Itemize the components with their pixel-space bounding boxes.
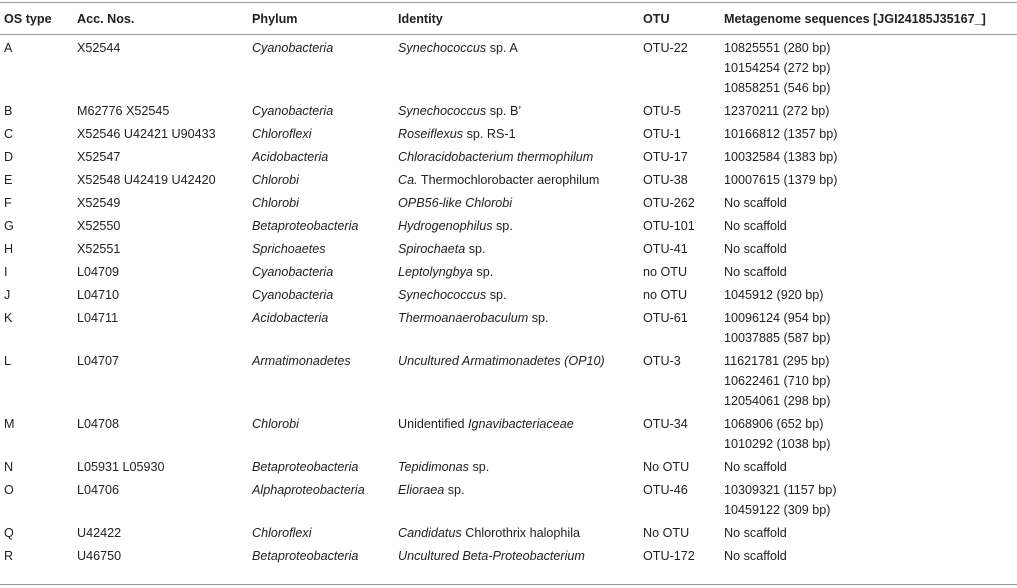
identity-segment: Uncultured Armatimonadetes (OP10): [398, 354, 605, 368]
identity-segment: sp. RS-1: [463, 127, 516, 141]
cell-identity: [398, 305, 643, 348]
table-row: [0, 477, 1017, 520]
metagenome-sequence: 10154254 (272 bp): [724, 61, 831, 75]
cell-phylum: Chloroflexi: [252, 127, 312, 141]
cell-identity: [398, 259, 643, 282]
metagenome-sequence: 1010292 (1038 bp): [724, 437, 831, 451]
cell-identity: [398, 35, 643, 98]
table-row: [0, 35, 1017, 98]
cell-otu: OTU-22: [643, 41, 688, 55]
table-row: [0, 259, 1017, 282]
cell-otu: OTU-17: [643, 150, 688, 164]
cell-phylum: Betaproteobacteria: [252, 549, 359, 563]
identity-segment: Thermoanaerobaculum: [398, 311, 529, 325]
metagenome-sequence: 11621781 (295 bp): [724, 354, 830, 368]
cell-identity: [398, 213, 643, 236]
metagenome-sequence: 1068906 (652 bp): [724, 417, 824, 431]
cell-acc-nos: L04710: [77, 288, 120, 302]
cell-phylum: Betaproteobacteria: [252, 460, 359, 474]
cell-acc-nos: L04708: [77, 417, 120, 431]
cell-acc-nos: U42422: [77, 526, 122, 540]
cell-phylum: Cyanobacteria: [252, 288, 334, 302]
table-row: [0, 411, 1017, 454]
cell-os-type: I: [4, 265, 8, 279]
header-acc-nos: Acc. Nos.: [77, 11, 135, 26]
metagenome-sequence: 10459122 (309 bp): [724, 503, 831, 517]
table-row: [0, 98, 1017, 121]
cell-identity: [398, 520, 643, 543]
cell-metagenome-sequences: [724, 454, 1017, 477]
cell-metagenome-sequences: [724, 98, 1017, 121]
cell-identity: [398, 167, 643, 190]
cell-metagenome-sequences: [724, 121, 1017, 144]
cell-identity: [398, 144, 643, 167]
identity-segment: sp.: [472, 265, 494, 279]
identity-segment: OPB56-like Chlorobi: [398, 196, 513, 210]
cell-metagenome-sequences: [724, 520, 1017, 543]
cell-otu: OTU-262: [643, 196, 695, 210]
table-row: [0, 236, 1017, 259]
cell-phylum: Cyanobacteria: [252, 41, 334, 55]
cell-phylum: Acidobacteria: [252, 150, 329, 164]
cell-otu: OTU-3: [643, 354, 681, 368]
cell-os-type: F: [4, 196, 12, 210]
cell-otu: no OTU: [643, 288, 688, 302]
cell-metagenome-sequences: [724, 35, 1017, 98]
metagenome-sequence: 10096124 (954 bp): [724, 311, 831, 325]
identity-segment: Thermochlorobacter aerophilum: [417, 173, 600, 187]
identity-segment: Synechococcus: [398, 104, 487, 118]
cell-os-type: B: [4, 104, 13, 118]
table-row: [0, 121, 1017, 144]
cell-otu: OTU-38: [643, 173, 688, 187]
cell-otu: OTU-172: [643, 549, 695, 563]
cell-otu: OTU-61: [643, 311, 688, 325]
cell-os-type: C: [4, 127, 14, 141]
cell-os-type: E: [4, 173, 13, 187]
cell-otu: No OTU: [643, 526, 690, 540]
identity-segment: Chloracidobacterium thermophilum: [398, 150, 594, 164]
identity-segment: sp. B’: [486, 104, 522, 118]
table-row: [0, 305, 1017, 348]
header-identity: Identity: [398, 11, 443, 26]
metagenome-sequence: No scaffold: [724, 460, 787, 474]
identity-segment: Tepidimonas: [398, 460, 469, 474]
cell-acc-nos: X52546 U42421 U90433: [77, 127, 216, 141]
cell-phylum: Sprichoaetes: [252, 242, 326, 256]
cell-phylum: Chlorobi: [252, 173, 299, 187]
cell-os-type: N: [4, 460, 14, 474]
cell-os-type: K: [4, 311, 13, 325]
cell-otu: OTU-46: [643, 483, 688, 497]
cell-identity: [398, 190, 643, 213]
identity-segment: Synechococcus: [398, 41, 487, 55]
table-row: [0, 348, 1017, 411]
identity-segment: Elioraea: [398, 483, 445, 497]
cell-metagenome-sequences: [724, 167, 1017, 190]
cell-metagenome-sequences: [724, 144, 1017, 167]
cell-metagenome-sequences: [724, 190, 1017, 213]
header-metagenome-sequences: Metagenome sequences [JGI24185J35167_]: [724, 11, 986, 26]
table-body: [0, 35, 1017, 570]
cell-otu: OTU-41: [643, 242, 688, 256]
cell-identity: [398, 282, 643, 305]
identity-segment: Roseiflexus: [398, 127, 464, 141]
cell-acc-nos: X52551: [77, 242, 121, 256]
cell-os-type: M: [4, 417, 15, 431]
identity-segment: Leptolyngbya: [398, 265, 473, 279]
table-row: [0, 520, 1017, 543]
identity-segment: sp.: [486, 288, 507, 302]
cell-phylum: Cyanobacteria: [252, 104, 334, 118]
cell-acc-nos: X52544: [77, 41, 121, 55]
cell-os-type: A: [4, 41, 13, 55]
identity-segment: Spirochaeta: [398, 242, 466, 256]
cell-phylum: Alphaproteobacteria: [252, 483, 365, 497]
cell-metagenome-sequences: [724, 305, 1017, 348]
cell-identity: [398, 121, 643, 144]
cell-acc-nos: L04709: [77, 265, 120, 279]
table-row: [0, 167, 1017, 190]
cell-acc-nos: L05931 L05930: [77, 460, 165, 474]
identity-segment: Synechococcus: [398, 288, 487, 302]
table-row: [0, 543, 1017, 570]
table-bottom-rule: [0, 584, 1017, 585]
cell-identity: [398, 348, 643, 411]
metagenome-sequence: 1045912 (920 bp): [724, 288, 824, 302]
metagenome-sequence: 10858251 (546 bp): [724, 81, 831, 95]
table-row: [0, 190, 1017, 213]
cell-identity: [398, 98, 643, 121]
metagenome-sequence: 10825551 (280 bp): [724, 41, 831, 55]
cell-os-type: D: [4, 150, 14, 164]
metagenome-sequence: 10007615 (1379 bp): [724, 173, 838, 187]
cell-otu: OTU-101: [643, 219, 695, 233]
cell-phylum: Cyanobacteria: [252, 265, 334, 279]
cell-os-type: Q: [4, 526, 14, 540]
cell-otu: no OTU: [643, 265, 688, 279]
metagenome-sequence: No scaffold: [724, 196, 787, 210]
cell-phylum: Chloroflexi: [252, 526, 312, 540]
cell-metagenome-sequences: [724, 282, 1017, 305]
metagenome-sequence: No scaffold: [724, 219, 787, 233]
cell-identity: [398, 477, 643, 520]
metagenome-sequence: 10037885 (587 bp): [724, 331, 831, 345]
metagenome-sequence: 10309321 (1157 bp): [724, 483, 837, 497]
cell-otu: No OTU: [643, 460, 690, 474]
cell-otu: OTU-34: [643, 417, 688, 431]
cell-metagenome-sequences: [724, 213, 1017, 236]
cell-otu: OTU-5: [643, 104, 681, 118]
cell-metagenome-sequences: [724, 411, 1017, 454]
identity-segment: sp.: [492, 219, 513, 233]
identity-segment: Hydrogenophilus: [398, 219, 493, 233]
cell-acc-nos: X52549: [77, 196, 121, 210]
identity-segment: sp.: [528, 311, 549, 325]
cell-identity: [398, 411, 643, 454]
identity-segment: sp.: [444, 483, 465, 497]
metagenome-sequence: 12054061 (298 bp): [724, 394, 831, 408]
metagenome-sequence: 12370211 (272 bp): [724, 104, 830, 118]
metagenome-sequence: 10166812 (1357 bp): [724, 127, 838, 141]
table-header-row: [0, 0, 1017, 35]
identity-segment: Uncultured Beta-Proteobacterium: [398, 549, 585, 563]
cell-acc-nos: U46750: [77, 549, 122, 563]
cell-phylum: Chlorobi: [252, 417, 299, 431]
cell-identity: [398, 236, 643, 259]
cell-phylum: Chlorobi: [252, 196, 299, 210]
identity-segment: sp.: [465, 242, 486, 256]
cell-acc-nos: X52550: [77, 219, 121, 233]
cell-metagenome-sequences: [724, 236, 1017, 259]
cell-phylum: Acidobacteria: [252, 311, 329, 325]
cell-phylum: Betaproteobacteria: [252, 219, 359, 233]
identity-segment: sp.: [468, 460, 490, 474]
metagenome-sequence: No scaffold: [724, 526, 787, 540]
cell-os-type: L: [4, 354, 12, 368]
cell-identity: [398, 543, 643, 570]
cell-metagenome-sequences: [724, 348, 1017, 411]
table-row: [0, 213, 1017, 236]
identity-segment: Candidatus: [398, 526, 462, 540]
header-os-type: OS type: [4, 11, 52, 26]
cell-metagenome-sequences: [724, 477, 1017, 520]
cell-acc-nos: L04711: [77, 311, 119, 325]
metagenome-sequence: 10622461 (710 bp): [724, 374, 831, 388]
header-phylum: Phylum: [252, 11, 298, 26]
cell-os-type: J: [4, 288, 11, 302]
cell-acc-nos: L04706: [77, 483, 120, 497]
cell-identity: [398, 454, 643, 477]
cell-acc-nos: X52548 U42419 U42420: [77, 173, 216, 187]
table-row: [0, 454, 1017, 477]
metagenome-sequence: 10032584 (1383 bp): [724, 150, 838, 164]
cell-metagenome-sequences: [724, 259, 1017, 282]
cell-otu: OTU-1: [643, 127, 681, 141]
metagenome-sequence: No scaffold: [724, 549, 787, 563]
table-row: [0, 144, 1017, 167]
metagenome-sequence: No scaffold: [724, 242, 787, 256]
cell-metagenome-sequences: [724, 543, 1017, 570]
cell-acc-nos: M62776 X52545: [77, 104, 170, 118]
cell-acc-nos: X52547: [77, 150, 121, 164]
table-row: [0, 282, 1017, 305]
cell-phylum: Armatimonadetes: [252, 354, 351, 368]
cell-os-type: R: [4, 549, 14, 563]
identity-segment: Ca.: [398, 173, 418, 187]
identity-segment: Unidentified: [398, 417, 469, 431]
cell-os-type: G: [4, 219, 14, 233]
cell-os-type: O: [4, 483, 14, 497]
header-otu: OTU: [643, 11, 670, 26]
metagenome-sequence: No scaffold: [724, 265, 787, 279]
cell-acc-nos: L04707: [77, 354, 120, 368]
identity-segment: sp. A: [486, 41, 518, 55]
identity-segment: Chlorothrix halophila: [461, 526, 581, 540]
identity-segment: Ignavibacteriaceae: [468, 417, 574, 431]
cell-os-type: H: [4, 242, 14, 256]
